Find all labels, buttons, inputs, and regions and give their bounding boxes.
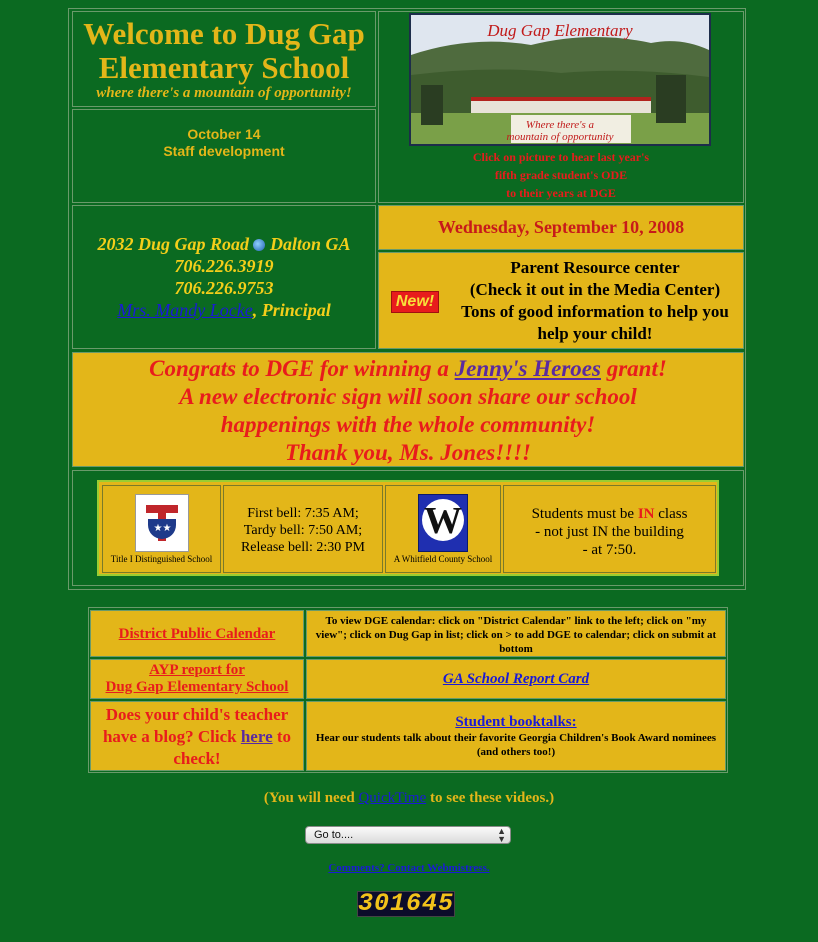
congrats-line3: happenings with the whole community! [220, 412, 596, 437]
rule-in: IN [637, 506, 655, 522]
event-date: October 14 [187, 126, 261, 142]
photo-sign-sub1: Where there's a [525, 119, 595, 131]
congrats-line2: A new electronic sign will soon share our school [179, 384, 637, 409]
congrats-line1-post: grant! [600, 356, 667, 381]
address-cell [72, 205, 376, 349]
blog-post: to check! [173, 727, 292, 768]
title-one-cell [102, 485, 221, 573]
goto-select[interactable] [305, 826, 511, 844]
district-calendar-link[interactable]: District Public Calendar [118, 626, 276, 642]
principal-line [73, 299, 375, 321]
new-badge: New! [391, 291, 439, 313]
event-cell [72, 109, 376, 203]
principal-title: , Principal [252, 300, 331, 320]
booktalks-link[interactable]: Student booktalks: [455, 714, 577, 730]
arrival-rule-line1 [504, 505, 715, 523]
whitfield-caption: A Whitfield County School [393, 554, 493, 564]
report-card-cell [306, 659, 726, 699]
photo-sign-text: Dug Gap Elementary [487, 21, 633, 40]
ga-report-card-link[interactable]: GA School Report Card [442, 671, 590, 687]
arrival-rule-cell [503, 485, 716, 573]
quicktime-pre: (You will need [263, 790, 359, 806]
congrats-cell [72, 352, 744, 467]
blog-cell [90, 701, 304, 771]
quicktime-link[interactable]: QuickTime [358, 790, 427, 806]
ayp-line2: Dug Gap Elementary School [105, 679, 289, 695]
contact-line [0, 862, 818, 874]
contact-webmistress-link[interactable]: Comments? Contact Webmistress. [328, 862, 490, 874]
congrats-line1-pre: Congrats to DGE for winning a [149, 356, 455, 381]
booktalks-desc: Hear our students talk about their favorite Georgia Children's Book Award nominees (and others too!) [315, 732, 717, 758]
congrats-line1 [73, 355, 743, 383]
booktalks-cell [306, 701, 726, 771]
bell-schedule-cell [223, 485, 383, 573]
rule-post: class [654, 506, 688, 522]
jennys-heroes-link[interactable]: Jenny's Heroes [454, 356, 601, 381]
blog-here-link[interactable]: here [240, 727, 273, 746]
whitfield-cell [385, 485, 501, 573]
goto-select-value: Go to.... [314, 829, 354, 841]
quicktime-post: to see these videos.) [426, 790, 555, 806]
congrats-line4: Thank you, Ms. Jones!!!! [284, 440, 532, 465]
quicktime-note [0, 790, 818, 807]
globe-icon [253, 239, 265, 251]
bell-tardy: Tardy bell: 7:50 AM; [243, 523, 363, 538]
address-city: Dalton GA [269, 234, 351, 254]
bell-release: Release bell: 2:30 PM [240, 540, 366, 555]
calendar-instructions-cell [306, 610, 726, 657]
ayp-line1: AYP report for [149, 662, 245, 678]
arrival-rule-line2: - not just IN the building [535, 524, 684, 540]
phone-2: 706.226.9753 [174, 278, 274, 298]
tagline: where there's a mountain of opportunity! [96, 85, 352, 101]
event-name: Staff development [163, 143, 285, 159]
blog-pre: Does your child's teacher have a blog? Click [102, 705, 289, 746]
photo-caption-line3: to their years at DGE [506, 186, 616, 200]
info-table [97, 480, 719, 576]
bell-first: First bell: 7:35 AM; [247, 506, 359, 521]
address-street: 2032 Dug Gap Road [97, 234, 249, 254]
photo-caption-line2: fifth grade student's ODE [494, 168, 628, 182]
page-title-line1: Welcome to Dug Gap [83, 16, 365, 51]
principal-link[interactable]: Mrs. Mandy Locke [117, 300, 253, 320]
photo-caption-line1: Click on picture to hear last year's [472, 150, 650, 164]
header-cell [72, 11, 376, 107]
parent-resource-line3: Tons of good information to help you [461, 302, 729, 321]
parent-resource-text [448, 257, 742, 345]
ayp-report-link[interactable] [106, 662, 289, 695]
arrival-rule-line3: - at 7:50. [582, 542, 637, 558]
select-arrows-icon: ▲ ▼ [497, 826, 506, 844]
calendar-instructions: To view DGE calendar: click on "District Calendar" link to the left; click on "my view"; click on Dug Gap in list; click on > to add DGE to calendar; click on submit at bottom [315, 615, 717, 655]
phone-1: 706.226.3919 [174, 256, 274, 276]
title-one-logo: ★★ [135, 494, 189, 552]
photo-sign-sub [411, 119, 709, 143]
whitfield-w-letter: W [424, 500, 462, 542]
rule-pre: Students must be [531, 506, 638, 522]
school-photo[interactable] [409, 13, 711, 146]
parent-resource-line1: Parent Resource center [510, 258, 680, 277]
page-title-line2: Elementary School [98, 50, 350, 85]
whitfield-logo [418, 494, 468, 552]
photo-sign-sub2: mountain of opportunity [506, 131, 614, 143]
date-cell [378, 205, 744, 250]
parent-resource-line4: help your child! [537, 324, 653, 343]
district-calendar-cell [90, 610, 304, 657]
parent-resource-line2: (Check it out in the Media Center) [469, 280, 721, 299]
current-date: Wednesday, September 10, 2008 [437, 217, 685, 237]
photo-caption[interactable] [378, 148, 744, 202]
title-one-caption: Title I Distinguished School [110, 554, 213, 564]
address-line [73, 233, 375, 255]
ayp-cell [90, 659, 304, 699]
hit-counter: 301645 [358, 889, 455, 918]
